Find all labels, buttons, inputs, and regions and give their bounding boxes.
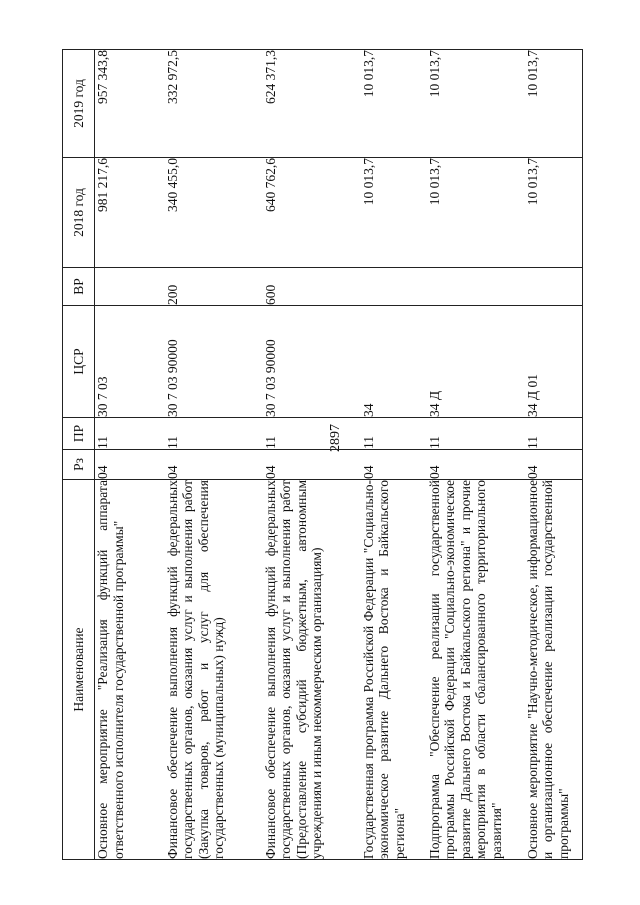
row-pr: 11 bbox=[427, 418, 525, 450]
row-2019: 10 013,7 bbox=[427, 50, 525, 158]
table-row bbox=[165, 50, 263, 860]
row-vr bbox=[95, 268, 165, 306]
row-pr: 11 bbox=[361, 418, 427, 450]
row-rz: 04 bbox=[95, 450, 165, 480]
table-row bbox=[95, 50, 165, 860]
row-name: Финансовое обеспечение выполнения функций федеральных государственных органов, оказания услуг и выполнения работ (Закупка товаров, работ и услуг для обеспечения государственных (муниципальных) нужд) bbox=[165, 480, 263, 860]
row-csr: 34 bbox=[361, 306, 427, 418]
header-2018: 2018 год bbox=[63, 158, 95, 268]
row-vr: 200 bbox=[165, 268, 263, 306]
header-rz: Рз bbox=[63, 450, 95, 480]
row-pr: 11 bbox=[525, 418, 583, 450]
budget-allocation-table bbox=[62, 49, 583, 860]
row-csr: 30 7 03 90000 bbox=[263, 306, 361, 418]
row-csr: 34 Д bbox=[427, 306, 525, 418]
row-2019: 10 013,7 bbox=[361, 50, 427, 158]
header-pr: ПР bbox=[63, 418, 95, 450]
row-rz: 04 bbox=[525, 450, 583, 480]
row-pr: 11 bbox=[263, 418, 361, 450]
row-rz: 04 bbox=[165, 450, 263, 480]
row-name: Финансовое обеспечение выполнения функций федеральных государственных органов, оказания услуг и выполнения работ (Предоставление субсидий бюджетным, автономным учреждениям и иным некоммерческим организациям) bbox=[263, 480, 361, 860]
row-pr: 11 bbox=[95, 418, 165, 450]
row-2018: 10 013,7 bbox=[525, 158, 583, 268]
row-2018: 10 013,7 bbox=[361, 158, 427, 268]
table-header-row bbox=[63, 50, 95, 860]
row-2019: 957 343,8 bbox=[95, 50, 165, 158]
row-rz: 04 bbox=[427, 450, 525, 480]
row-vr bbox=[427, 268, 525, 306]
table-row bbox=[525, 50, 583, 860]
rotated-table-sheet bbox=[62, 50, 582, 860]
row-rz: 04 bbox=[361, 450, 427, 480]
row-name: Подпрограмма "Обеспечение реализации государственной программы Российской Федерации "Социально-экономическое развитие Дальнего Востока и Байкальского региона" и прочие мероприятия в области сбалансированного территориального развития" bbox=[427, 480, 525, 860]
row-csr: 30 7 03 90000 bbox=[165, 306, 263, 418]
row-rz: 04 bbox=[263, 450, 361, 480]
row-vr bbox=[525, 268, 583, 306]
row-2018: 981 217,6 bbox=[95, 158, 165, 268]
row-csr: 34 Д 01 bbox=[525, 306, 583, 418]
row-vr bbox=[361, 268, 427, 306]
row-2018: 340 455,0 bbox=[165, 158, 263, 268]
header-vr: ВР bbox=[63, 268, 95, 306]
row-name: Основное мероприятие "Реализация функций аппарата ответственного исполнителя государственной программы" bbox=[95, 480, 165, 860]
row-pr: 11 bbox=[165, 418, 263, 450]
row-csr: 30 7 03 bbox=[95, 306, 165, 418]
row-name: Основное мероприятие "Научно-методическое, информационное и организационное обеспечение реализации государственной программы" bbox=[525, 480, 583, 860]
table-row bbox=[361, 50, 427, 860]
header-2019: 2019 год bbox=[63, 50, 95, 158]
page-number: 2897 bbox=[328, 424, 343, 452]
row-name: Государственная программа Российской Федерации "Социально-экономическое развитие Дальнего Востока и Байкальского региона" bbox=[361, 480, 427, 860]
row-2018: 640 762,6 bbox=[263, 158, 361, 268]
row-2019: 10 013,7 bbox=[525, 50, 583, 158]
row-2019: 332 972,5 bbox=[165, 50, 263, 158]
table-row bbox=[427, 50, 525, 860]
row-2018: 10 013,7 bbox=[427, 158, 525, 268]
table-row bbox=[263, 50, 361, 860]
header-csr: ЦСР bbox=[63, 306, 95, 418]
header-name: Наименование bbox=[63, 480, 95, 860]
row-vr: 600 bbox=[263, 268, 361, 306]
row-2019: 624 371,3 bbox=[263, 50, 361, 158]
